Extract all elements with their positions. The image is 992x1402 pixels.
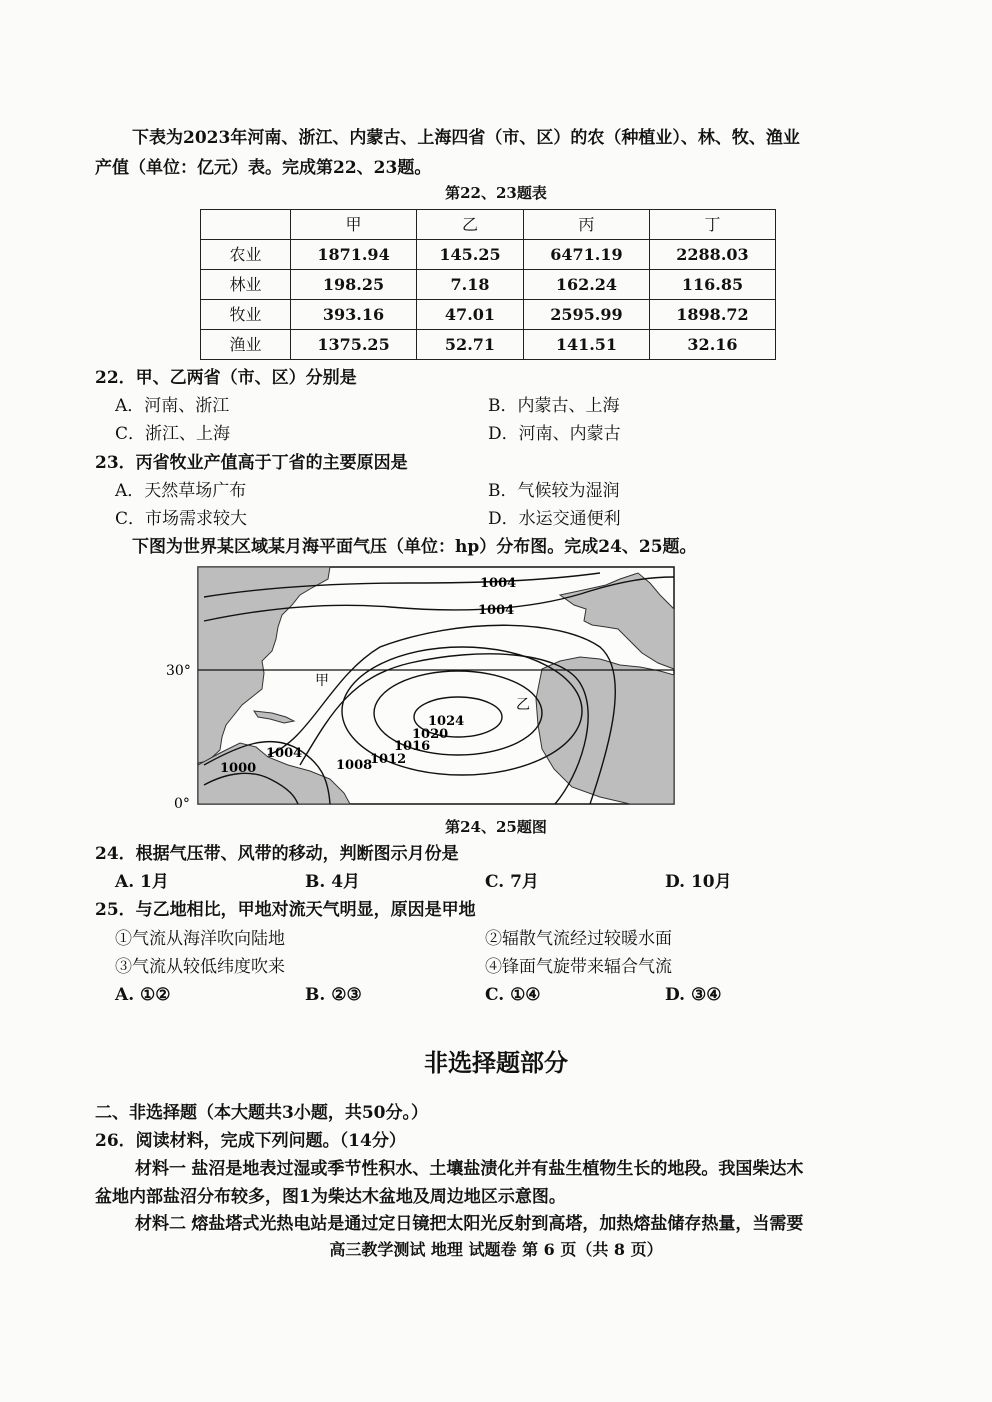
- material-1-line-2: 盆地内部盐沼分布较多，图1为柴达木盆地及周边地区示意图。: [95, 1187, 566, 1207]
- pressure-map-svg: [160, 565, 680, 810]
- material-2-line-1: [135, 1214, 803, 1235]
- q25-statement-4: ④锋面气旋带来辐合气流: [485, 957, 672, 977]
- isobar-label: 1024: [428, 714, 465, 729]
- table-cell: 393.16: [291, 300, 417, 330]
- material-2-label: 材料二: [135, 1214, 186, 1234]
- part-2-heading: 二、非选择题（本大题共3小题，共50分。）: [95, 1103, 428, 1123]
- q25-statement-3: ③气流从较低纬度吹来: [115, 957, 285, 977]
- q24-option-d[interactable]: D. 10月: [665, 872, 732, 892]
- q22-option-b[interactable]: B．内蒙古、上海: [488, 396, 620, 416]
- q23-option-b[interactable]: B．气候较为湿润: [488, 481, 620, 501]
- section-title: 非选择题部分: [424, 1049, 568, 1077]
- question-23-stem: 23．丙省牧业产值高于丁省的主要原因是: [95, 453, 408, 473]
- table-header-row: [201, 210, 776, 240]
- row-label: 农业: [201, 240, 291, 270]
- row-label: 牧业: [201, 300, 291, 330]
- table-header-cell: 甲: [291, 210, 417, 240]
- q24-option-b[interactable]: B. 4月: [305, 872, 361, 892]
- question-25-stem: 25．与乙地相比，甲地对流天气明显，原因是甲地: [95, 900, 476, 920]
- q25-option-d[interactable]: D. ③④: [665, 985, 722, 1005]
- isobar-label: 1004: [480, 576, 517, 591]
- table-cell: 116.85: [649, 270, 775, 300]
- intro-map: 下图为世界某区域某月海平面气压（单位：hp）分布图。完成24、25题。: [132, 537, 697, 557]
- material-2-text: 熔盐塔式光热电站是通过定日镜把太阳光反射到高塔，加热熔盐储存热量，当需要: [191, 1214, 804, 1234]
- isobar-label: 1000: [220, 761, 257, 776]
- table-caption: 第22、23题表: [445, 184, 547, 202]
- table-cell: 141.51: [523, 330, 649, 360]
- q22-option-a[interactable]: A．河南、浙江: [115, 396, 230, 416]
- table-cell: 145.25: [417, 240, 524, 270]
- isobar-label: 1016: [394, 739, 431, 754]
- table-cell: 2288.03: [649, 240, 775, 270]
- lat-30-label: 30°: [166, 663, 191, 679]
- table-header-cell: 丁: [649, 210, 775, 240]
- row-label: 林业: [201, 270, 291, 300]
- q23-option-a[interactable]: A．天然草场广布: [115, 481, 247, 501]
- map-caption: 第24、25题图: [445, 818, 547, 836]
- table-cell: 32.16: [649, 330, 775, 360]
- q25-statement-2: ②辐散气流经过较暖水面: [485, 929, 672, 949]
- q22-option-d[interactable]: D．河南、内蒙古: [488, 424, 621, 444]
- table-cell: 6471.19: [523, 240, 649, 270]
- q23-option-c[interactable]: C．市场需求较大: [115, 509, 248, 529]
- table-row: [201, 330, 776, 360]
- table-row: [201, 240, 776, 270]
- table-cell: 1898.72: [649, 300, 775, 330]
- point-yi-label: 乙: [516, 697, 530, 713]
- q25-option-b[interactable]: B. ②③: [305, 985, 362, 1005]
- table-cell: 2595.99: [523, 300, 649, 330]
- table-row: [201, 270, 776, 300]
- table-header-cell: 丙: [523, 210, 649, 240]
- isobar-label: 1004: [266, 746, 303, 761]
- q22-option-c[interactable]: C．浙江、上海: [115, 424, 231, 444]
- intro-line-2: 产值（单位：亿元）表。完成第22、23题。: [95, 158, 432, 178]
- q25-statement-1: ①气流从海洋吹向陆地: [115, 929, 285, 949]
- isobar-label: 1004: [478, 603, 515, 618]
- table-cell: 1375.25: [291, 330, 417, 360]
- isobar-label: 1008: [336, 758, 373, 773]
- material-1-line-1: [135, 1159, 803, 1180]
- question-26-stem: 26．阅读材料，完成下列问题。（14分）: [95, 1131, 406, 1151]
- table-cell: 47.01: [417, 300, 524, 330]
- q23-option-d[interactable]: D．水运交通便利: [488, 509, 621, 529]
- table-header-cell: [201, 210, 291, 240]
- q25-option-a[interactable]: A. ①②: [115, 985, 171, 1005]
- intro-line-1: 下表为2023年河南、浙江、内蒙古、上海四省（市、区）的农（种植业）、林、牧、渔业: [132, 128, 800, 148]
- question-22-stem: 22．甲、乙两省（市、区）分别是: [95, 368, 357, 388]
- isobar-label: 1012: [370, 752, 407, 767]
- pressure-map: [160, 565, 680, 810]
- row-label: 渔业: [201, 330, 291, 360]
- table-cell: 1871.94: [291, 240, 417, 270]
- q24-option-a[interactable]: A. 1月: [115, 872, 169, 892]
- q25-option-c[interactable]: C. ①④: [485, 985, 541, 1005]
- table-cell: 7.18: [417, 270, 524, 300]
- q24-option-c[interactable]: C. 7月: [485, 872, 539, 892]
- table-cell: 198.25: [291, 270, 417, 300]
- page-footer: 高三教学测试 地理 试题卷 第 6 页（共 8 页）: [329, 1240, 663, 1259]
- table-cell: 52.71: [417, 330, 524, 360]
- lat-0-label: 0°: [174, 796, 190, 810]
- table-row: [201, 300, 776, 330]
- output-value-table: [200, 209, 776, 360]
- table-cell: 162.24: [523, 270, 649, 300]
- material-1-text: 盐沼是地表过湿或季节性积水、土壤盐渍化并有盐生植物生长的地段。我国柴达木: [191, 1159, 804, 1179]
- point-jia-label: 甲: [315, 673, 329, 689]
- table-header-cell: 乙: [417, 210, 524, 240]
- isobar-label: 1020: [412, 727, 449, 742]
- question-24-stem: 24．根据气压带、风带的移动，判断图示月份是: [95, 844, 459, 864]
- material-1-label: 材料一: [135, 1159, 186, 1179]
